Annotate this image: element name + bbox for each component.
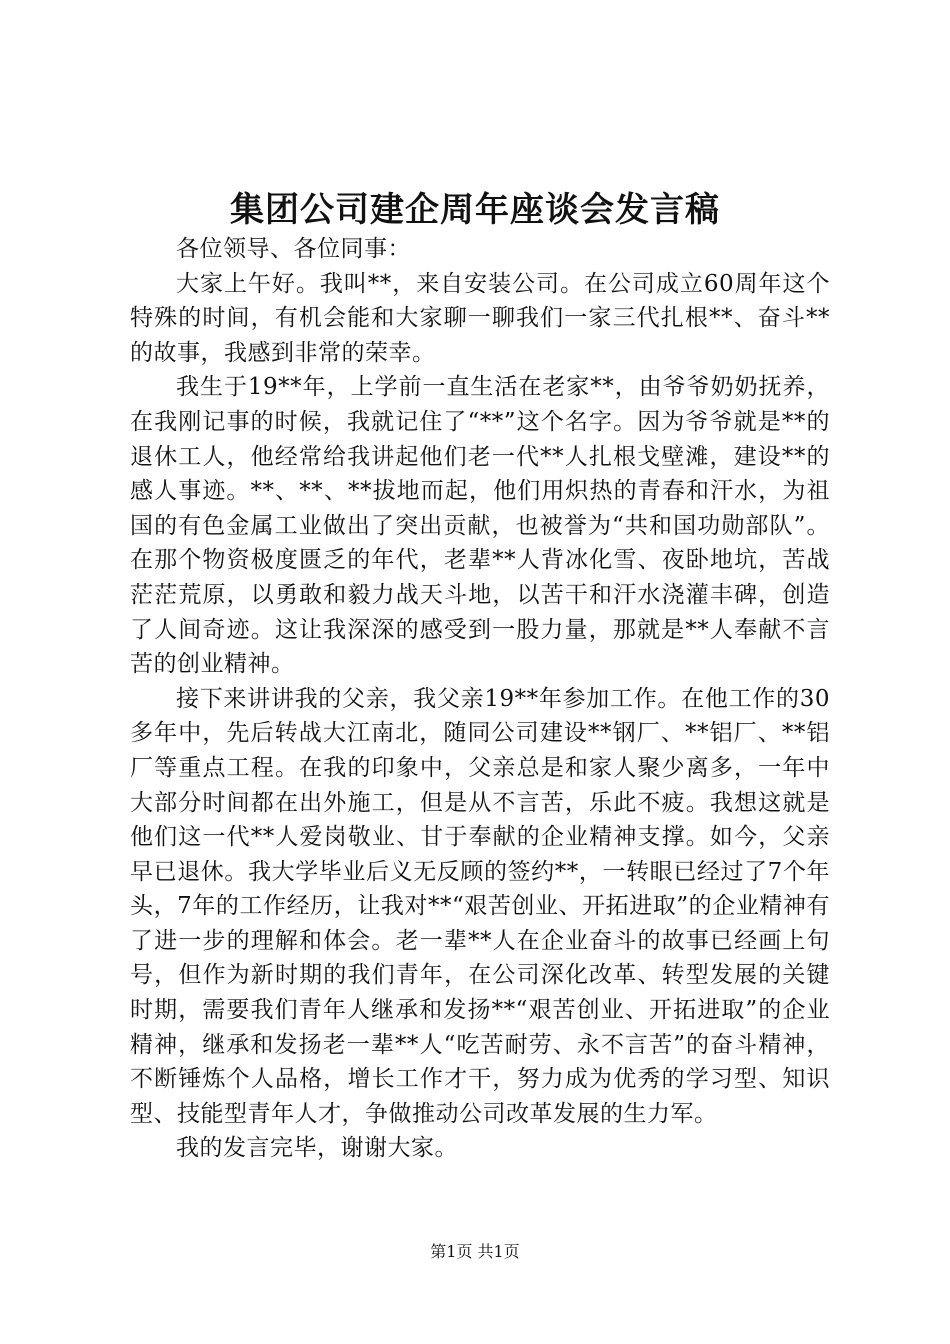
paragraph-greeting: 大家上午好。我叫**，来自安装公司。在公司成立60周年这个特殊的时间，有机会能和大家聊一聊我们一家三代扎根**、奋斗**的故事，我感到非常的荣幸。 <box>130 270 830 366</box>
page-number-footer: 第1页 共1页 <box>430 1242 520 1261</box>
paragraph-closing: 我的发言完毕，谢谢大家。 <box>176 1135 458 1162</box>
paragraph-salutation: 各位领导、各位同事： <box>176 236 411 262</box>
paragraph-grandfather: 我生于19**年，上学前一直生活在老家**，由爷爷奶奶抚养，在我刚记事的时候，我就记住了“**”这个名字。因为爷爷就是**的退休工人，他经常给我讲起他们老一代**人扎根戈壁滩，建设**的感人事迹。**、**、**拔地而起，他们用炽热的青春和汗水，为祖国的有色金属工业做出了突出贡献，也被誉为“共和国功勋部队”。在那个物资极度匮乏的年代，老辈**人背冰化雪、夜卧地坑，苦战茫茫荒原，以勇敢和毅力战天斗地，以苦干和汗水浇灌丰碑，创造了人间奇迹。这让我深深的感受到一股力量，那就是**人奉献不言苦的创业精神。 <box>130 374 830 678</box>
document-body <box>130 232 830 1166</box>
document-title: 集团公司建企周年座谈会发言稿 <box>230 190 720 230</box>
paragraph-father: 接下来讲讲我的父亲，我父亲19**年参加工作。在他工作的30多年中，先后转战大江南北，随同公司建设**钢厂、**铝厂、**铝厂等重点工程。在我的印象中，父亲总是和家人聚少离多，一年中大部分时间都在出外施工，但是从不言苦，乐此不疲。我想这就是他们这一代**人爱岗敬业、甘于奉献的企业精神支撑。如今，父亲早已退休。我大学毕业后义无反顾的签约**，一转眼已经过了7个年头，7年的工作经历，让我对**“艰苦创业、开拓进取”的企业精神有了进一步的理解和体会。老一辈**人在企业奋斗的故事已经画上句号，但作为新时期的我们青年，在公司深化改革、转型发展的关键时期，需要我们青年人继承和发扬**“艰苦创业、开拓进取”的企业精神，继承和发扬老一辈**人“吃苦耐劳、永不言苦”的奋斗精神，不断锤炼个人品格，增长工作才干，努力成为优秀的学习型、知识型、技能型青年人才，争做推动公司改革发展的生力军。 <box>130 685 830 1127</box>
